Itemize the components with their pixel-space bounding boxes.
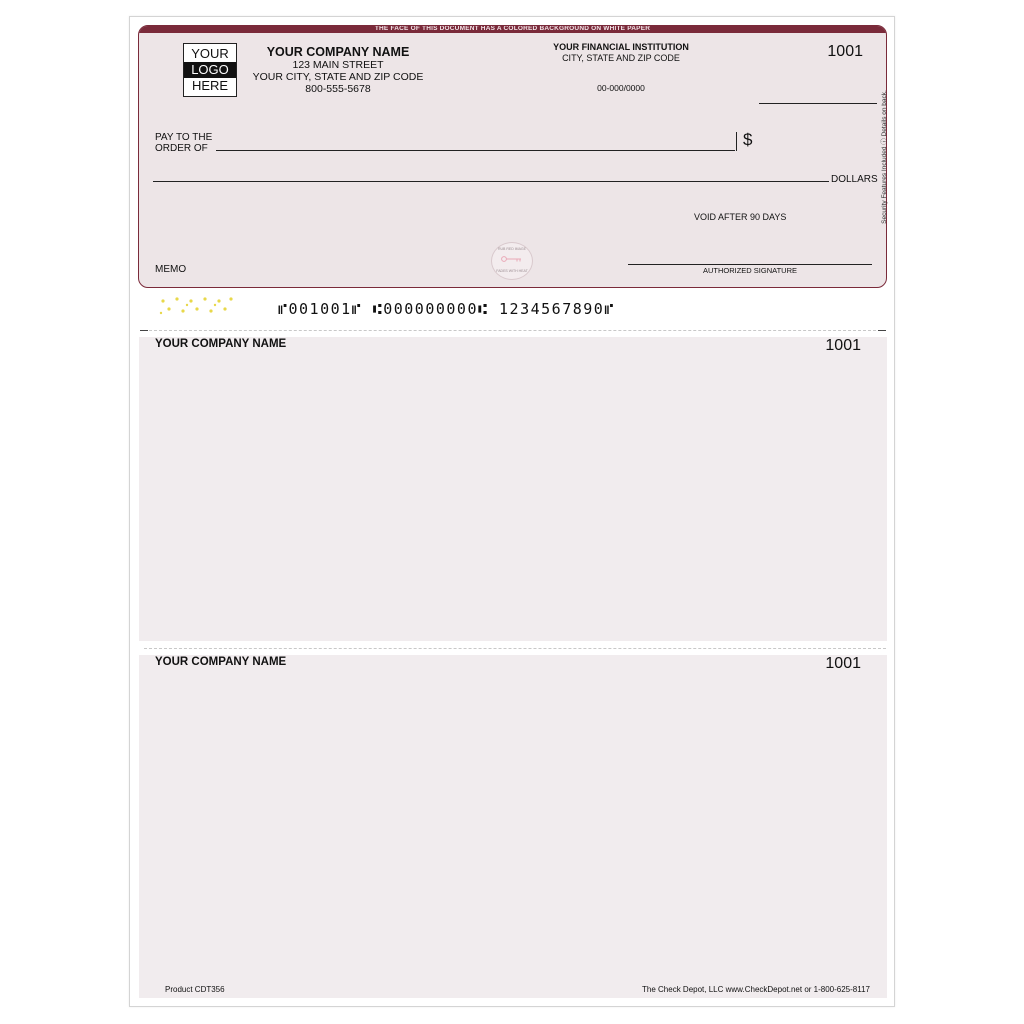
dollar-sign: $ xyxy=(743,130,753,149)
seal-top-text: RUB RED IMAGE xyxy=(497,247,526,251)
company-street: 123 MAIN STREET xyxy=(292,59,384,71)
header-security-text: THE FACE OF THIS DOCUMENT HAS A COLORED BACKGROUND ON WHITE PAPER xyxy=(374,25,651,32)
stub-company-name: YOUR COMPANY NAME xyxy=(155,338,287,350)
security-features-side-text xyxy=(880,82,890,232)
memo-label: MEMO xyxy=(155,264,187,275)
amount-box-bracket xyxy=(736,132,737,151)
key-icon xyxy=(501,256,523,262)
perforation-tick xyxy=(140,330,148,331)
stub-company-name: YOUR COMPANY NAME xyxy=(155,656,287,668)
routing-fraction: 00-000/0000 xyxy=(597,83,645,93)
stub-check-number: 1001 xyxy=(825,337,861,354)
perforation-line xyxy=(144,648,886,649)
perforation-tick xyxy=(878,330,886,331)
company-phone: 800-555-5678 xyxy=(305,83,371,95)
bank-name: YOUR FINANCIAL INSTITUTION xyxy=(553,42,689,52)
vendor-info: The Check Depot, LLC www.CheckDepot.net or 1-800-625-8117 xyxy=(642,985,870,994)
signature-line[interactable] xyxy=(628,264,872,265)
date-line[interactable] xyxy=(759,103,877,104)
signature-label: AUTHORIZED SIGNATURE xyxy=(702,266,798,275)
dollars-label: DOLLARS xyxy=(831,174,878,185)
pay-to-label-line-2: ORDER OF xyxy=(155,143,208,154)
amount-words-line[interactable] xyxy=(153,181,829,182)
seal-bottom-text: FADES WITH HEAT xyxy=(496,269,528,273)
pay-to-label-line-1: PAY TO THE xyxy=(155,132,213,143)
logo-line-1: YOUR xyxy=(191,46,229,61)
thermochromic-seal xyxy=(491,242,533,280)
security-stars-icon xyxy=(157,295,237,317)
pay-to-label xyxy=(155,132,212,154)
payee-line[interactable] xyxy=(216,150,735,151)
stub-check-number: 1001 xyxy=(825,655,861,672)
perforation-line xyxy=(144,330,886,331)
check-face xyxy=(138,25,887,288)
stub-1 xyxy=(139,337,887,641)
stub-2 xyxy=(139,655,887,998)
header-security-bar xyxy=(139,26,886,33)
company-city: YOUR CITY, STATE AND ZIP CODE xyxy=(252,71,424,83)
product-code: Product CDT356 xyxy=(165,985,225,994)
bank-city: CITY, STATE AND ZIP CODE xyxy=(562,53,680,63)
void-notice: VOID AFTER 90 DAYS xyxy=(694,212,787,222)
logo-line-2: LOGO xyxy=(184,62,236,78)
logo-line-3: HERE xyxy=(191,78,229,93)
micr-line: ⑈001001⑈ ⑆000000000⑆ 1234567890⑈ xyxy=(278,300,615,318)
check-number: 1001 xyxy=(827,43,863,60)
security-features-label: Security Features Included ⓘ Details on back. xyxy=(881,90,888,224)
company-name: YOUR COMPANY NAME xyxy=(266,45,410,59)
